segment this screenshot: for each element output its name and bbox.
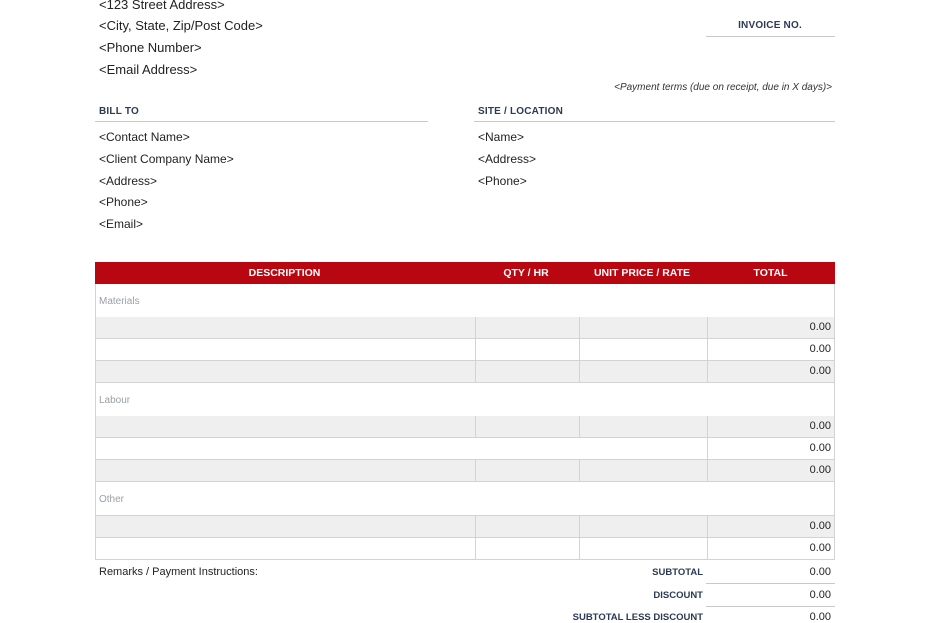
row-total: 0.00 <box>809 442 831 454</box>
bill-to-email: <Email> <box>99 217 144 231</box>
unit-price-cell[interactable] <box>579 361 580 382</box>
row-total: 0.00 <box>809 343 831 355</box>
row-total: 0.00 <box>809 542 831 554</box>
unit-price-cell[interactable] <box>579 538 580 559</box>
total-cell <box>707 416 708 437</box>
table-row[interactable] <box>95 538 835 560</box>
site-location-label: SITE / LOCATION <box>478 106 564 117</box>
unit-price-cell[interactable] <box>579 339 580 360</box>
row-total: 0.00 <box>809 464 831 476</box>
unit-price-cell[interactable] <box>579 460 580 481</box>
header-unit-price: UNIT PRICE / RATE <box>593 267 691 279</box>
subtotal-less-discount-label: SUBTOTAL LESS DISCOUNT <box>572 612 703 623</box>
total-cell <box>707 339 708 360</box>
subtotal-label: SUBTOTAL <box>652 567 703 578</box>
total-cell <box>707 516 708 537</box>
unit-price-cell[interactable] <box>579 317 580 338</box>
qty-cell[interactable] <box>475 317 476 338</box>
invoice-number-label: INVOICE NO. <box>738 20 802 31</box>
row-total: 0.00 <box>809 420 831 432</box>
table-row[interactable] <box>95 317 835 339</box>
table-row[interactable] <box>95 460 835 482</box>
total-cell <box>707 317 708 338</box>
remarks-label: Remarks / Payment Instructions: <box>99 566 258 578</box>
header-qty: QTY / HR <box>503 267 549 279</box>
bill-to-phone: <Phone> <box>99 195 148 209</box>
unit-price-cell[interactable] <box>579 516 580 537</box>
table-header <box>95 262 835 284</box>
sender-street: <123 Street Address> <box>99 0 225 12</box>
row-total: 0.00 <box>809 365 831 377</box>
site-phone: <Phone> <box>478 174 527 188</box>
section-label: Materials <box>99 296 140 307</box>
table-row[interactable] <box>95 516 835 538</box>
sender-email: <Email Address> <box>99 62 198 77</box>
qty-cell[interactable] <box>475 460 476 481</box>
header-description: DESCRIPTION <box>248 267 321 279</box>
section-label: Labour <box>99 395 131 406</box>
sender-phone: <Phone Number> <box>99 40 202 55</box>
table-row[interactable] <box>95 339 835 361</box>
subtotal-value: 0.00 <box>809 566 831 578</box>
section-materials <box>95 284 835 318</box>
bill-to-company-name: <Client Company Name> <box>99 152 234 166</box>
site-address: <Address> <box>478 152 537 166</box>
header-total: TOTAL <box>753 267 788 279</box>
sender-city: <City, State, Zip/Post Code> <box>99 18 263 33</box>
subtotal-line <box>706 583 835 584</box>
table-row[interactable] <box>95 438 835 460</box>
site-name: <Name> <box>478 130 525 144</box>
discount-line <box>706 606 835 607</box>
qty-cell[interactable] <box>475 361 476 382</box>
row-total: 0.00 <box>809 321 831 333</box>
invoice-number-line <box>706 36 835 37</box>
section-labour <box>95 383 835 417</box>
bill-to-label: BILL TO <box>99 106 139 117</box>
discount-value[interactable]: 0.00 <box>809 589 831 601</box>
bill-to-address: <Address> <box>99 174 158 188</box>
section-label: Other <box>99 494 125 505</box>
payment-terms: <Payment terms (due on receipt, due in X days)> <box>614 82 832 93</box>
total-cell <box>707 361 708 382</box>
section-other <box>95 482 835 516</box>
row-total: 0.00 <box>809 520 831 532</box>
qty-cell[interactable] <box>475 416 476 437</box>
table-row[interactable] <box>95 361 835 383</box>
site-location-divider <box>474 121 835 122</box>
qty-cell[interactable] <box>475 538 476 559</box>
subtotal-less-discount-value: 0.00 <box>809 611 831 623</box>
table-row[interactable] <box>95 416 835 438</box>
qty-cell[interactable] <box>475 516 476 537</box>
bill-to-contact-name: <Contact Name> <box>99 130 190 144</box>
discount-label: DISCOUNT <box>653 590 703 601</box>
total-cell <box>707 460 708 481</box>
bill-to-divider <box>95 121 428 122</box>
total-cell <box>707 538 708 559</box>
unit-price-cell[interactable] <box>579 416 580 437</box>
qty-cell[interactable] <box>475 339 476 360</box>
total-cell <box>707 438 708 459</box>
